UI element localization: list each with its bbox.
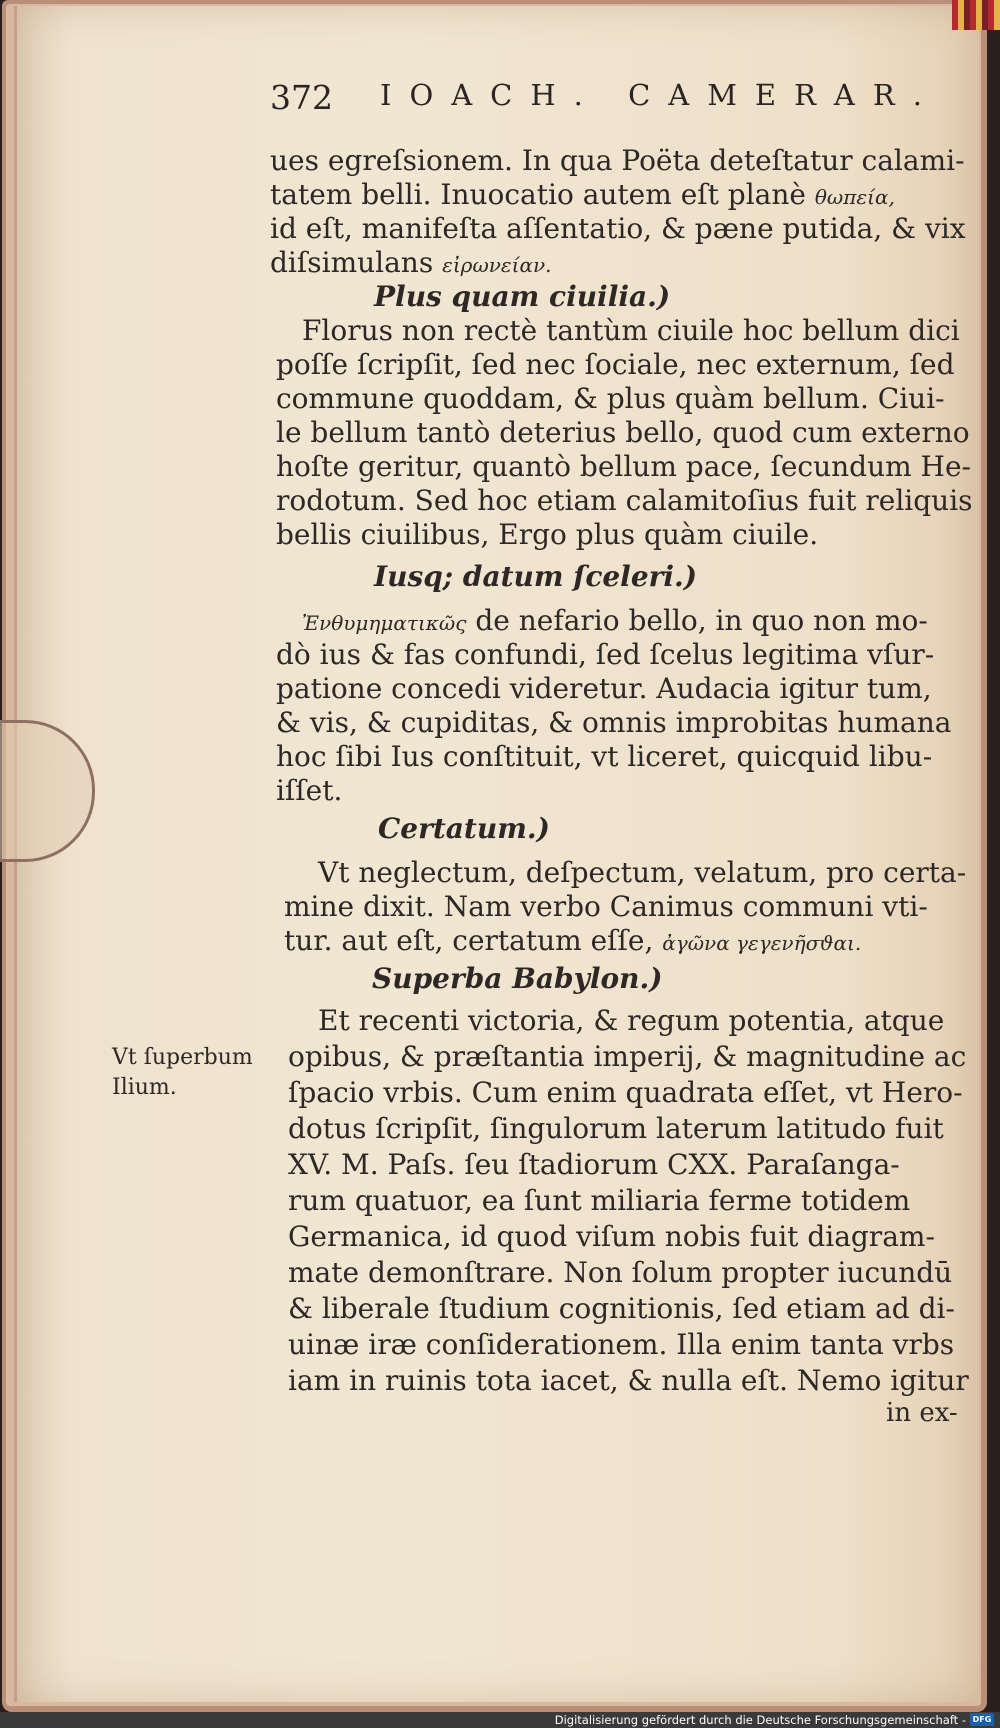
text-line: Vt neglectum, deſpectum, velatum, pro certa- [318,856,967,889]
text-line-part: tur. aut eſt, certatum eſſe, [284,924,654,957]
text-line: dotus ſcripſit, ſingulorum laterum latitudo fuit [288,1112,944,1145]
page-number: 372 [270,78,333,117]
lemma-heading: Superba Babylon.) [372,962,663,995]
lemma-heading: Certatum.) [378,812,550,845]
text-line-part: de nefario bello, in quo non mo- [475,604,928,637]
text-line: & liberale ſtudium cognitionis, ſed etiam ad di- [288,1292,955,1325]
text-line: poſſe ſcripſit, ſed nec ſociale, nec externum, ſed [276,348,955,381]
running-head: IOACH. CAMERAR. [380,78,940,112]
text-line: rum quatuor, ea ſunt miliaria ferme totidem [288,1184,911,1217]
marginal-note: Ilium. [112,1075,177,1100]
greek-word: θωπεία, [814,185,895,209]
text-line: opibus, & præſtantia imperij, & magnitudine ac [288,1040,967,1073]
text-line: bellis ciuilibus, Ergo plus quàm ciuile. [276,518,819,551]
text-line: XV. M. Paſs. ſeu ſtadiorum CXX. Paraſanga- [288,1148,900,1181]
text-line-part: diſsimulans [270,246,434,279]
greek-word: Ἐνθυμηματικῶς [302,611,467,635]
text-line: Florus non rectè tantùm ciuile hoc bellum dici [302,314,960,347]
text-line: ſpacio vrbis. Cum enim quadrata eſſet, vt Hero- [288,1076,963,1109]
dfg-logo: DFG [970,1713,994,1726]
text-line: iam in ruinis tota iacet, & nulla eſt. Nemo igitur [288,1364,969,1397]
footer-credit: Digitalisierung gefördert durch die Deutsche Forschungsgemeinschaft - [554,1713,966,1727]
text-line: mine dixit. Nam verbo Canimus communi vti- [284,890,928,923]
text-line: commune quoddam, & plus quàm bellum. Ciui- [276,382,945,415]
text-line [270,246,552,282]
text-line: ues egreſsionem. In qua Poëta deteſtatur calami- [270,144,965,177]
text-line-part: tatem belli. Inuocatio autem eſt planè [270,178,806,211]
catchword: in ex- [886,1398,958,1428]
text-line [302,604,928,640]
lemma-heading: Plus quam ciuilia.) [374,280,671,313]
greek-word: ἀγῶνα γεγενῆσϑαι. [662,931,862,955]
text-line: hoſte geritur, quantò bellum pace, ſecundum He- [276,450,971,483]
lemma-heading: Iusq; datum ſceleri.) [374,560,698,593]
text-line: hoc ſibi Ius conſtituit, vt liceret, quicquid libu- [276,740,933,773]
text-line: uinæ iræ conſiderationem. Illa enim tanta vrbs [288,1328,955,1361]
text-line: dò ius & fas confundi, ſed ſcelus legitima vſur- [276,638,935,671]
text-line: Et recenti victoria, & regum potentia, atque [318,1004,945,1037]
text-line: mate demonſtrare. Non ſolum propter iucundū [288,1256,953,1289]
text-line: id eſt, manifeſta aſſentatio, & pæne putida, & vix [270,212,966,245]
text-line: rodotum. Sed hoc etiam calamitoſius fuit reliquis [276,484,973,517]
text-line: le bellum tantò deterius bello, quod cum externo [276,416,970,449]
text-line: iſſet. [276,774,343,807]
text-line: patione concedi videretur. Audacia igitur tum, [276,672,932,705]
marginal-note: Vt ſuperbum [112,1045,253,1070]
text-line [270,178,895,214]
text-line: & vis, & cupiditas, & omnis improbitas humana [276,706,952,739]
greek-word: εἰρωνείαν. [442,253,552,277]
text-line: Germanica, id quod viſum nobis fuit diagram- [288,1220,935,1253]
text-line [284,924,861,960]
